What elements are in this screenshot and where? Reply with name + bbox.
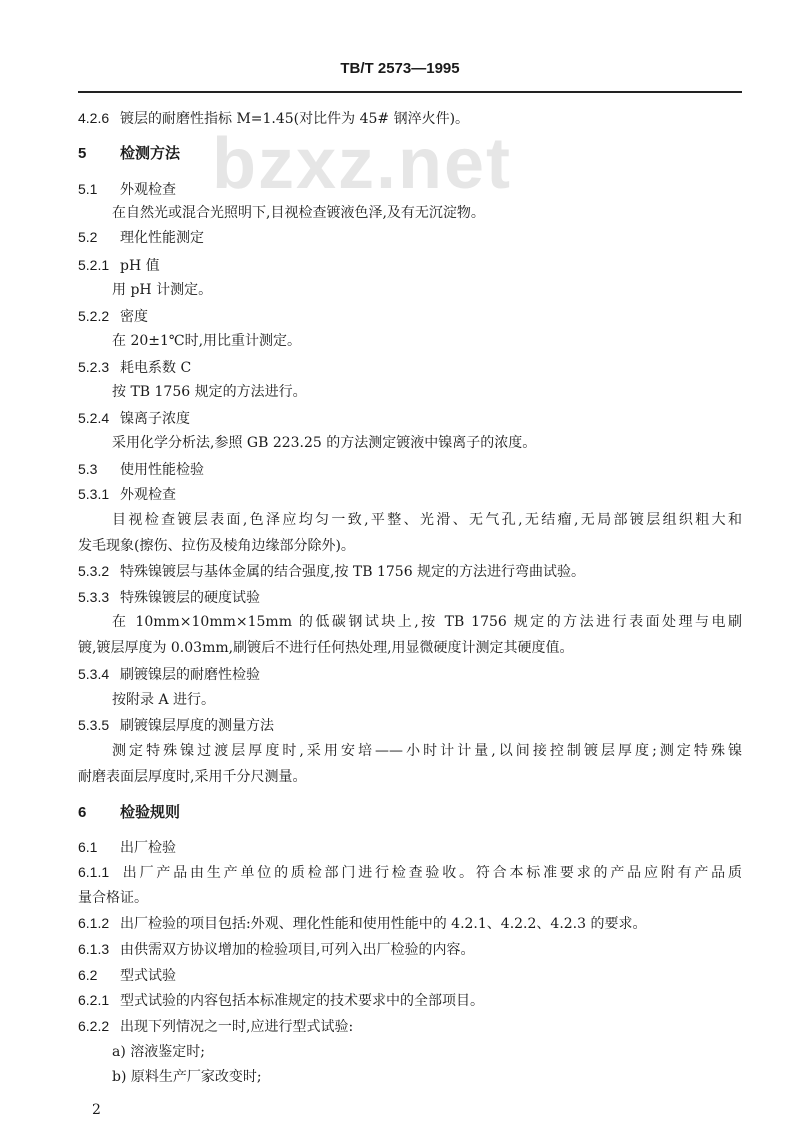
section-line <box>78 358 191 377</box>
section-number: 5.3.3 <box>78 589 110 605</box>
section-line <box>78 256 160 275</box>
line-text: 检测方法 <box>120 144 181 162</box>
page-number: 2 <box>92 1102 101 1118</box>
section-line <box>78 803 180 822</box>
line-text: 密度 <box>120 309 148 325</box>
body-line <box>78 537 355 555</box>
line-text: 外观检查 <box>120 487 176 503</box>
section-line <box>78 562 585 581</box>
body-line <box>78 889 148 907</box>
section-line <box>78 144 180 163</box>
section-number: 5.2.1 <box>78 257 110 273</box>
line-text: 耐磨表面层厚度时,采用千分尺测量。 <box>78 769 307 785</box>
line-text: 镍离子浓度 <box>120 411 190 427</box>
section-line <box>78 838 176 857</box>
line-text: 外观检查 <box>120 182 176 198</box>
line-text: pH 值 <box>120 258 160 274</box>
section-number: 6.1.2 <box>78 915 110 931</box>
line-text: 发毛现象(擦伤、拉伤及棱角边缘部分除外)。 <box>78 538 355 554</box>
section-number: 5.3 <box>78 461 98 477</box>
line-text: 刷镀镍层厚度的测量方法 <box>120 718 274 734</box>
line-text: 特殊镍镀层的硬度试验 <box>120 590 260 606</box>
document-header: TB/T 2573—1995 <box>340 60 460 77</box>
line-text: 采用化学分析法,参照 GB 223.25 的方法测定镀液中镍离子的浓度。 <box>112 435 537 451</box>
watermark: bzxz.net <box>212 124 513 204</box>
body-line <box>112 742 742 760</box>
line-text: 按附录 A 进行。 <box>112 692 216 708</box>
line-text: a) 溶液鉴定时; <box>112 1044 205 1060</box>
section-number: 5.2.4 <box>78 410 110 426</box>
section-line <box>78 460 204 479</box>
body-line <box>78 639 574 657</box>
line-text: 型式试验 <box>120 968 176 984</box>
line-text: 量合格证。 <box>78 890 148 906</box>
section-line <box>78 180 176 199</box>
body-line <box>112 1068 262 1086</box>
section-number: 5.3.5 <box>78 717 110 733</box>
line-text: 用 pH 计测定。 <box>112 282 213 298</box>
section-number: 5.3.2 <box>78 563 110 579</box>
body-line <box>78 768 306 786</box>
line-text: 耗电系数 C <box>120 360 192 376</box>
line-text: 镀,镀层厚度为 0.03mm,刷镀后不进行任何热处理,用显微硬度计测定其硬度值。 <box>78 640 574 656</box>
section-line <box>78 914 646 933</box>
body-line <box>112 511 742 529</box>
line-text: 镀层的耐磨性指标 M=1.45(对比件为 45# 钢淬火件)。 <box>120 111 470 127</box>
section-number: 5.3.4 <box>78 666 110 682</box>
line-text: 使用性能检验 <box>120 462 204 478</box>
line-text: 测定特殊镍过渡层厚度时,采用安培——小时计计量,以间接控制镀层厚度;测定特殊镍 <box>112 743 742 759</box>
section-line <box>78 1017 353 1036</box>
line-text: 在 10mm×10mm×15mm 的低碳钢试块上,按 TB 1756 规定的方法进行表面处理与电刷 <box>112 614 742 630</box>
section-line <box>78 940 474 959</box>
section-line <box>78 588 260 607</box>
section-number: 5 <box>78 145 87 162</box>
body-line <box>112 281 212 299</box>
section-number: 4.2.6 <box>78 110 110 126</box>
section-line <box>78 485 176 504</box>
line-text: 在 20±1℃时,用比重计测定。 <box>112 333 302 349</box>
section-number: 5.2.2 <box>78 308 110 324</box>
section-line <box>78 307 148 326</box>
section-number: 5.2.3 <box>78 359 110 375</box>
section-line <box>78 716 274 735</box>
section-line <box>78 228 204 247</box>
section-number: 6 <box>78 804 87 821</box>
header-rule <box>78 91 742 93</box>
section-number: 5.1 <box>78 181 98 197</box>
section-line <box>78 991 484 1010</box>
line-text: 出厂产品由生产单位的质检部门进行检查验收。符合本标准要求的产品应附有产品质 <box>120 865 742 881</box>
line-text: 出厂检验 <box>120 840 176 856</box>
line-text: 由供需双方协议增加的检验项目,可列入出厂检验的内容。 <box>120 942 475 958</box>
body-line <box>112 1043 205 1061</box>
body-line <box>112 332 301 350</box>
body-line <box>112 691 215 709</box>
section-line <box>78 863 742 882</box>
line-text: 目视检查镀层表面,色泽应均匀一致,平整、光滑、无气孔,无结瘤,无局部镀层组织粗大和 <box>112 512 742 528</box>
line-text: 理化性能测定 <box>120 230 204 246</box>
section-line <box>78 409 190 428</box>
line-text: 出厂检验的项目包括:外观、理化性能和使用性能中的 4.2.1、4.2.2、4.2.3 的要求。 <box>120 916 647 932</box>
section-line <box>78 109 469 128</box>
line-text: 型式试验的内容包括本标准规定的技术要求中的全部项目。 <box>120 993 484 1009</box>
body-line <box>112 613 742 631</box>
section-number: 6.2.1 <box>78 992 110 1008</box>
line-text: 刷镀镍层的耐磨性检验 <box>120 667 260 683</box>
line-text: 按 TB 1756 规定的方法进行。 <box>112 384 307 400</box>
section-line <box>78 665 260 684</box>
line-text: 特殊镍镀层与基体金属的结合强度,按 TB 1756 规定的方法进行弯曲试验。 <box>120 564 586 580</box>
section-number: 6.1 <box>78 839 98 855</box>
body-line <box>112 434 536 452</box>
line-text: 检验规则 <box>120 803 181 821</box>
line-text: 在自然光或混合光照明下,目视检查镀液色泽,及有无沉淀物。 <box>112 205 485 221</box>
line-text: 出现下列情况之一时,应进行型式试验: <box>120 1019 354 1035</box>
section-number: 6.1.1 <box>78 864 110 880</box>
section-number: 6.1.3 <box>78 941 110 957</box>
section-line <box>78 966 176 985</box>
section-number: 6.2.2 <box>78 1018 110 1034</box>
section-number: 5.2 <box>78 229 98 245</box>
body-line <box>112 383 307 401</box>
section-number: 6.2 <box>78 967 98 983</box>
body-line <box>112 204 485 222</box>
section-number: 5.3.1 <box>78 486 110 502</box>
line-text: b) 原料生产厂家改变时; <box>112 1069 262 1085</box>
